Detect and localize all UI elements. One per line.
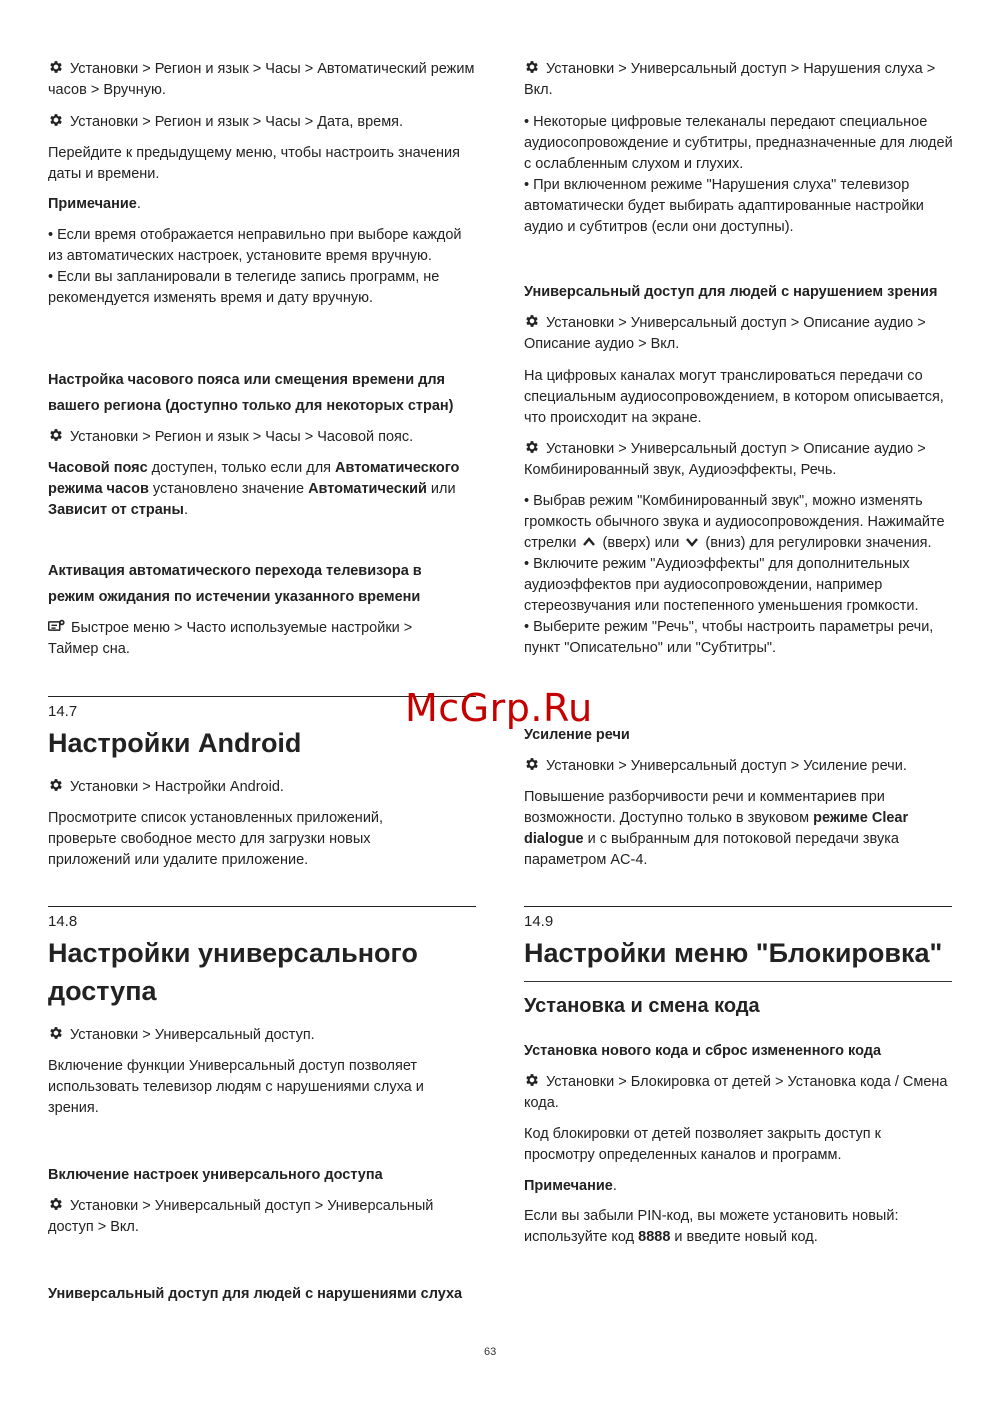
watermark: McGrp.Ru bbox=[405, 686, 593, 730]
section-rule-14-8 bbox=[48, 906, 476, 907]
page-number: 63 bbox=[484, 1346, 497, 1358]
note-dot: . bbox=[136, 196, 141, 212]
vision-path-2-text: Установки > Универсальный доступ > Описание аудио > Комбинированный звук, Аудиоэффекты, Речь. bbox=[524, 441, 926, 478]
subsection-rule bbox=[524, 981, 952, 982]
chevron-up-icon bbox=[582, 536, 596, 548]
enable-path bbox=[48, 1196, 478, 1238]
gear-icon bbox=[48, 112, 64, 128]
note-dot: . bbox=[612, 1178, 617, 1194]
text-run: или bbox=[426, 481, 456, 497]
hearing-bullet-1: • Некоторые цифровые телеканалы передают специальное аудиосопровождение и субтитры, предназначенные для людей с ослабленным слухом и глухих. bbox=[524, 114, 953, 172]
note-bullet-1: • Если время отображается неправильно при выборе каждой из автоматических настроек, установите время вручную. bbox=[48, 227, 462, 264]
hearing-heading bbox=[48, 1281, 478, 1307]
section-14-9-title bbox=[524, 934, 954, 972]
bold-term: Автоматического режима часов bbox=[48, 460, 460, 497]
speech-text bbox=[524, 787, 944, 871]
bold-term: Часовой пояс bbox=[48, 460, 148, 476]
chevron-down-icon bbox=[685, 536, 699, 548]
timezone-heading-text: Настройка часового пояса или смещения времени для вашего региона (доступно только для некоторых стран) bbox=[48, 372, 454, 414]
note-label bbox=[48, 194, 478, 215]
section-14-8-number bbox=[48, 912, 478, 932]
android-path-text: Установки > Настройки Android. bbox=[70, 779, 284, 795]
speech-heading-text: Усиление речи bbox=[524, 727, 630, 743]
enable-path-text: Установки > Универсальный доступ > Универсальный доступ > Вкл. bbox=[48, 1198, 434, 1235]
gear-icon bbox=[524, 59, 540, 75]
clock-date-text: Установки > Регион и язык > Часы > Дата, время. bbox=[70, 114, 404, 130]
standby-path bbox=[48, 618, 438, 660]
section-title: Настройки меню "Блокировка" bbox=[524, 938, 943, 968]
gear-icon bbox=[524, 439, 540, 455]
vision-path-2 bbox=[524, 439, 954, 481]
clock-auto-path bbox=[48, 59, 478, 101]
section-title: Настройки Android bbox=[48, 728, 302, 758]
text-run: Если вы забыли PIN-код, вы можете установить новый: используйте код bbox=[524, 1208, 899, 1245]
enable-heading bbox=[48, 1162, 478, 1188]
gear-icon bbox=[524, 756, 540, 772]
lock-path bbox=[524, 1072, 954, 1114]
gear-icon bbox=[48, 1025, 64, 1041]
timezone-path-text: Установки > Регион и язык > Часы > Часовой пояс. bbox=[70, 429, 414, 445]
access-text-body: Включение функции Универсальный доступ позволяет использовать телевизор людям с нарушениями слуха и зрения. bbox=[48, 1058, 424, 1116]
vision-bullet-1 bbox=[524, 491, 954, 554]
quick-menu-icon bbox=[48, 618, 66, 634]
android-text-body: Просмотрите список установленных приложений, проверьте свободное место для загрузки новых приложений или удалите приложение. bbox=[48, 810, 384, 868]
vision-path-1-text: Установки > Универсальный доступ > Описание аудио > Описание аудио > Вкл. bbox=[524, 315, 926, 352]
timezone-path bbox=[48, 427, 478, 448]
lock-note-text bbox=[524, 1206, 934, 1248]
text-run: • Выбрав режим "Комбинированный звук", можно изменять громкость обычного звука и аудиосопровождения. Нажимайте стрелки bbox=[524, 493, 945, 551]
lock-text-body: Код блокировки от детей позволяет закрыть доступ к просмотру определенных каналов и программ. bbox=[524, 1126, 881, 1163]
text-run: (вверх) или bbox=[598, 535, 680, 551]
text-run: доступен, только если для bbox=[147, 460, 336, 476]
section-number: 14.9 bbox=[524, 913, 554, 930]
access-path bbox=[48, 1025, 478, 1046]
text-run: и введите новый код. bbox=[670, 1229, 818, 1245]
lock-text bbox=[524, 1124, 924, 1166]
vision-bullets bbox=[524, 491, 954, 659]
vision-heading-text: Универсальный доступ для людей с нарушением зрения bbox=[524, 284, 938, 300]
note-label-text: Примечание bbox=[524, 1178, 613, 1194]
vision-path-1 bbox=[524, 313, 954, 355]
android-path bbox=[48, 777, 478, 798]
gear-icon bbox=[524, 313, 540, 329]
vision-heading bbox=[524, 279, 954, 305]
lock-note-label bbox=[524, 1176, 954, 1197]
text-run: установлено значение bbox=[148, 481, 309, 497]
standby-path-text: Быстрое меню > Часто используемые настройки > Таймер сна. bbox=[48, 620, 413, 657]
hearing-bullets bbox=[524, 112, 954, 238]
section-number: 14.8 bbox=[48, 913, 78, 930]
section-title: Настройки универсального доступа bbox=[48, 938, 418, 1006]
standby-heading bbox=[48, 558, 448, 610]
gear-icon bbox=[48, 427, 64, 443]
hearing-path-text: Установки > Универсальный доступ > Нарушения слуха > Вкл. bbox=[524, 61, 936, 98]
timezone-text bbox=[48, 458, 478, 521]
speech-path-text: Установки > Универсальный доступ > Усиление речи. bbox=[546, 758, 907, 774]
android-text bbox=[48, 808, 428, 871]
bold-term: режиме Clear dialogue bbox=[524, 810, 909, 847]
clock-auto-text: Установки > Регион и язык > Часы > Автоматический режим часов > Вручную. bbox=[48, 61, 475, 98]
vision-text-body: На цифровых каналах могут транслироваться передачи со специальным аудиосопровождением, в котором описывается, что происходит на экране. bbox=[524, 368, 944, 426]
gear-icon bbox=[48, 1196, 64, 1212]
text-run: (вниз) для регулировки значения. bbox=[701, 535, 932, 551]
vision-bullet-3: • Выберите режим "Речь", чтобы настроить параметры речи, пункт "Описательно" или "Субтитры". bbox=[524, 619, 934, 656]
access-path-text: Установки > Универсальный доступ. bbox=[70, 1027, 315, 1043]
bold-term: Автоматический bbox=[308, 481, 427, 497]
gear-icon bbox=[524, 1072, 540, 1088]
bold-term: Зависит от страны bbox=[48, 502, 184, 518]
note-label-text: Примечание bbox=[48, 196, 137, 212]
note-bullet-2: • Если вы запланировали в телегиде запись программ, не рекомендуется изменять время и дату вручную. bbox=[48, 269, 440, 306]
standby-heading-text: Активация автоматического перехода телевизора в режим ожидания по истечении указанного времени bbox=[48, 563, 422, 605]
gear-icon bbox=[48, 777, 64, 793]
section-14-8-title bbox=[48, 934, 428, 1010]
clock-prev-menu-text: Перейдите к предыдущему меню, чтобы настроить значения даты и времени. bbox=[48, 145, 460, 182]
hearing-heading-text: Универсальный доступ для людей с нарушениями слуха bbox=[48, 1286, 463, 1302]
access-text bbox=[48, 1056, 453, 1119]
clock-date-path bbox=[48, 112, 478, 133]
text-run: и с выбранным для потоковой передачи звука параметром AC-4. bbox=[524, 831, 899, 868]
vision-bullet-2: • Включите режим "Аудиоэффекты" для дополнительных аудиоэффектов при аудиосопровождении, например стереозвучания или постепенного уменьшения громкости. bbox=[524, 556, 919, 614]
bold-term: 8888 bbox=[638, 1229, 671, 1245]
new-code-heading-text: Установка нового кода и сброс измененного кода bbox=[524, 1043, 882, 1059]
lock-subtitle-text: Установка и смена кода bbox=[524, 995, 760, 1017]
text-run: . bbox=[183, 502, 188, 518]
section-number: 14.7 bbox=[48, 703, 78, 720]
section-rule-14-9 bbox=[524, 906, 952, 907]
lock-subtitle bbox=[524, 992, 954, 1020]
new-code-heading bbox=[524, 1038, 954, 1064]
lock-path-text: Установки > Блокировка от детей > Установка кода / Смена кода. bbox=[524, 1074, 948, 1111]
clock-prev-menu bbox=[48, 143, 478, 185]
note-bullets bbox=[48, 225, 478, 309]
timezone-heading bbox=[48, 367, 473, 419]
vision-text bbox=[524, 366, 944, 429]
gear-icon bbox=[48, 59, 64, 75]
section-14-9-number bbox=[524, 912, 954, 932]
hearing-bullet-2: • При включенном режиме "Нарушения слуха" телевизор автоматически будет выбирать адаптированные настройки аудио и субтитров (если они доступны). bbox=[524, 177, 924, 235]
speech-path bbox=[524, 756, 954, 777]
hearing-path bbox=[524, 59, 954, 101]
enable-heading-text: Включение настроек универсального доступа bbox=[48, 1167, 383, 1183]
text-run: Повышение разборчивости речи и комментариев при возможности. Доступно только в звуковом bbox=[524, 789, 885, 826]
